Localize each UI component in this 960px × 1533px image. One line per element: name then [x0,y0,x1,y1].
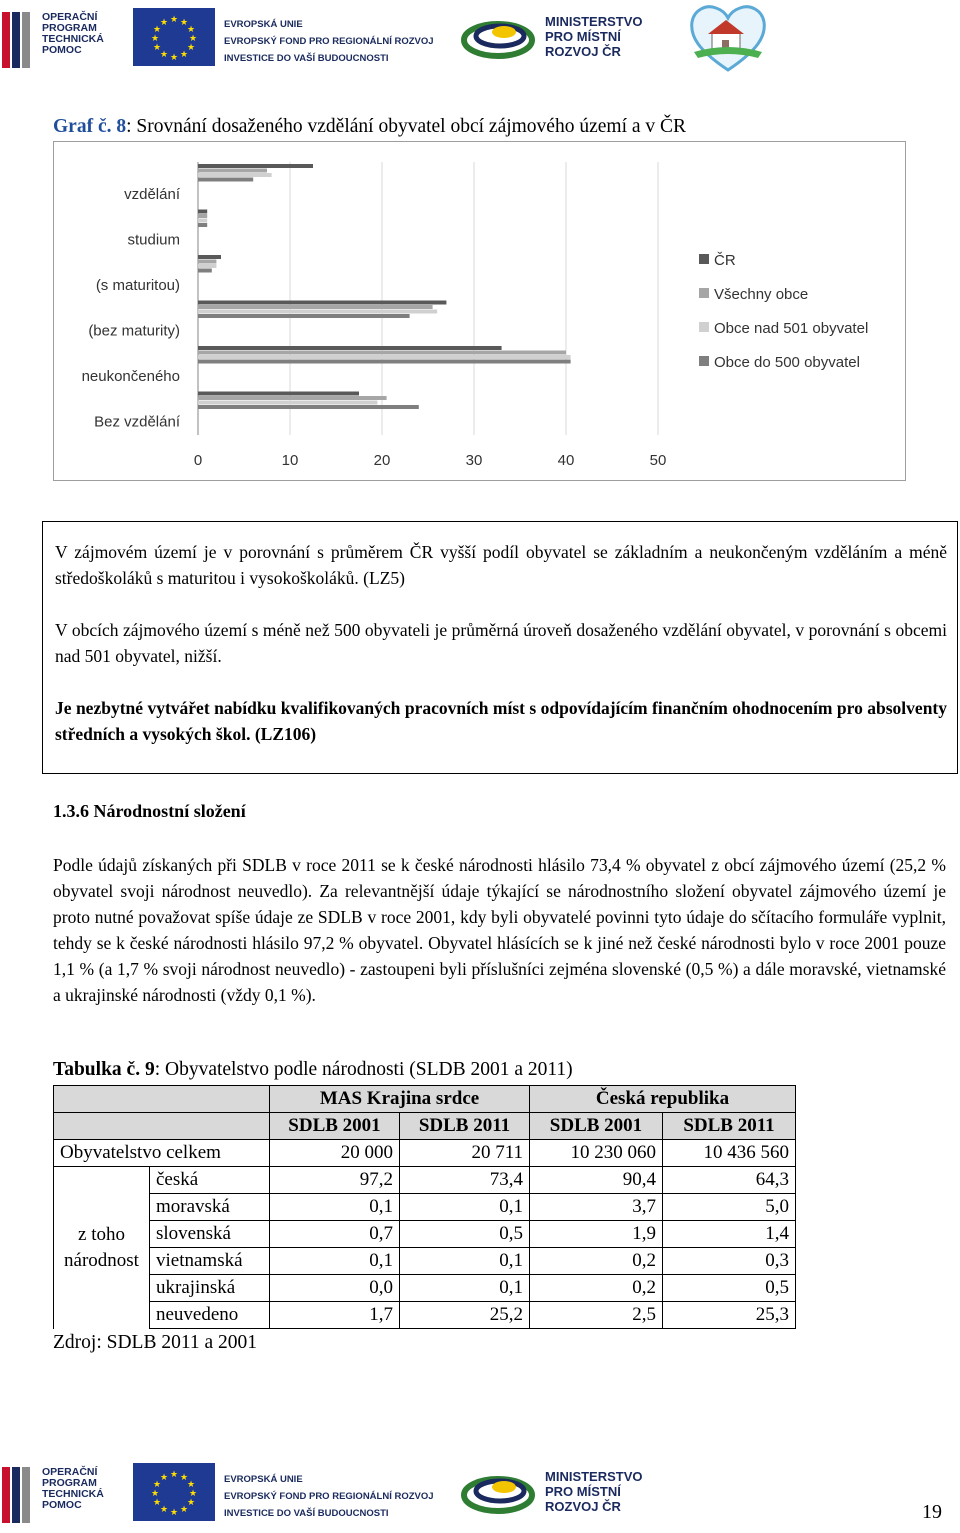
table-corner-cell [54,1086,270,1113]
eu-text-block [224,1471,434,1522]
svg-text:★: ★ [152,43,162,53]
table-cell: 0,1 [400,1194,530,1221]
ministry-swirl-icon [460,10,536,64]
chart-legend-label: Obce do 500 obyvatel [714,354,860,371]
summary-paragraph-2: V obcích zájmového území s méně než 500 obyvateli je průměrná úroveň dosaženého vzdělání obyvatel, v porovnání s obcemi nad 501 obyvatel, nižší. [55,620,947,666]
section-paragraph: Podle údajů získaných při SDLB v roce 2011 se k české národnosti hlásilo 73,4 % obyvatel z obcí zájmového území (25,2 % obyvatel svoji národnost neuvedlo). Za relevantnější údaje týkající se národnostního složení obyvatel zájmového území je proto nutné považovat spíše údaje ze SDLB v roce 2001, kdy byli obyvatelé povinni tyto údaje do sčítacího formuláře vyplnit, tehdy se k české národnosti hlásilo 97,2 % obyvatel. Obyvatel hlásících se k jiné než české národnosti bylo v roce 2001 pouze 1,1 % (a 1,7 % svoji národnost neuvedlo) - zastoupeni byli příslušníci zejména slovenské (0,5 %) a dále moravské, vietnamské a ukrajinské národnosti (vždy 0,1 %). [53,855,946,1005]
op-logo-line: OPERAČNÍ [42,11,98,23]
table-group-label-line: z toho [78,1223,125,1245]
svg-text:★: ★ [169,1508,179,1518]
svg-text:★: ★ [169,15,179,25]
table-row-label: slovenská [150,1221,270,1248]
svg-text:★: ★ [188,1489,198,1499]
table-row [54,1140,796,1167]
chart-bar [198,405,419,409]
summary-paragraph-1: V zájmovém území je v porovnání s průměrem ČR vyšší podíl obyvatel se základním a neukončeným vzděláním a méně středoškoláků s maturitou i vysokoškoláků. (LZ5) [55,542,947,588]
table-cell: 0,3 [663,1248,796,1275]
table-cell: 1,9 [530,1221,663,1248]
ministry-text-block [545,1469,643,1514]
eu-text-line: INVESTICE DO VAŠÍ BUDOUCNOSTI [224,53,389,64]
table-cell: 64,3 [663,1167,796,1194]
chart-caption-title: : Srovnání dosaženého vzdělání obyvatel obcí zájmového území a v ČR [126,116,687,137]
ministry-text-block [545,14,643,59]
ministry-text-line: ROZVOJ ČR [545,1499,621,1514]
chart-bar [198,264,216,268]
chart-legend-swatch [699,254,709,264]
op-logo-line: OPERAČNÍ [42,1466,98,1478]
eu-text-block [224,16,434,67]
ministry-text-line: ROZVOJ ČR [545,44,621,59]
svg-text:★: ★ [152,25,162,35]
table-column-header: SDLB 2001 [530,1113,663,1140]
chart-legend-swatch [699,322,709,332]
chart-category-label: studium [127,231,180,249]
table-cell: 73,4 [400,1167,530,1194]
ministry-text-line: PRO MÍSTNÍ [545,1484,621,1499]
table-cell: 25,2 [400,1302,530,1329]
table-row-label: vietnamská [150,1248,270,1275]
chart-bar [198,401,377,405]
table-column-header-row [54,1113,796,1140]
chart-bar [198,314,410,318]
table-group-header-row [54,1086,796,1113]
eu-text-line: EVROPSKÝ FOND PRO REGIONÁLNÍ ROZVOJ [224,1491,434,1502]
chart-x-tick-label: 50 [649,452,667,469]
svg-text:★: ★ [159,18,169,28]
chart-bar [198,392,359,396]
chart-bar [198,346,502,350]
table-row [54,1221,796,1248]
svg-text:★: ★ [188,34,198,44]
header-logo-bar [0,0,960,78]
op-stripes-icon [2,1467,34,1523]
chart-caption-label: Graf č. 8 [53,116,127,137]
table-cell: 10 436 560 [663,1140,796,1167]
chart-bar [198,178,253,182]
eu-flag-icon [133,8,215,66]
chart-x-tick-label: 30 [465,452,483,469]
table-caption-title: : Obyvatelstvo podle národnosti (SLDB 2001 a 2011) [154,1059,573,1080]
chart-legend-label: Všechny obce [714,286,809,303]
ministry-text-line: PRO MÍSTNÍ [545,29,621,44]
table-column-header: SDLB 2011 [400,1113,530,1140]
op-logo-line: PROGRAM [42,1477,97,1489]
eu-text-line: EVROPSKÁ UNIE [224,19,303,30]
table-cell: 1,4 [663,1221,796,1248]
page-number: 19 [922,1501,942,1523]
op-logo-line: TECHNICKÁ [42,1488,104,1500]
table-row [54,1302,796,1329]
chart-bar [198,351,566,355]
svg-text:★: ★ [186,43,196,53]
svg-text:★: ★ [152,1480,162,1490]
svg-text:★: ★ [186,1480,196,1490]
op-stripes-icon [2,12,34,68]
op-logo-line: PROGRAM [42,22,97,34]
chart-category-label: vzdělání [124,185,180,203]
nationality-table [53,1085,796,1329]
ministry-swirl-icon [460,1465,536,1519]
heart-house-logo-icon [688,2,768,74]
summary-paragraph-3: Je nezbytné vytvářet nabídku kvalifikovaných pracovních míst s odpovídajícím finančním ohodnocením pro absolventy středních a vysokých škol. (LZ106) [55,698,947,744]
chart-bar [198,260,216,264]
svg-text:★: ★ [169,1470,179,1480]
chart-legend-label: Obce nad 501 obyvatel [714,320,869,337]
table-caption [53,1059,573,1081]
chart-x-tick-label: 40 [557,452,575,469]
table-cell: 1,7 [270,1302,400,1329]
chart-bar [198,360,571,364]
section-heading [53,801,246,822]
footer-logo-bar [0,1455,960,1533]
svg-text:★: ★ [150,34,160,44]
svg-text:★: ★ [159,1473,169,1483]
chart-bar [198,301,446,305]
ministry-text-line: MINISTERSTVO [545,1469,643,1484]
chart-bar [198,305,433,309]
eu-text-line: INVESTICE DO VAŠÍ BUDOUCNOSTI [224,1508,389,1519]
table-row [54,1194,796,1221]
table-cell: 0,1 [270,1248,400,1275]
chart-bar [198,223,207,227]
ministry-text-line: MINISTERSTVO [545,14,643,29]
table-row-label: neuvedeno [150,1302,270,1329]
table-corner-cell [54,1113,270,1140]
table-row-label: česká [150,1167,270,1194]
svg-text:★: ★ [152,1498,162,1508]
table-cell: 0,5 [663,1275,796,1302]
eu-flag-icon [133,1463,215,1521]
table-caption-label: Tabulka č. 9 [53,1059,155,1080]
chart-bar [198,210,207,214]
op-logo-line: TECHNICKÁ [42,33,104,45]
chart-category-label: (s maturitou) [95,276,180,294]
table-row [54,1275,796,1302]
table-column-header: SDLB 2001 [270,1113,400,1140]
chart-legend-label: ČR [714,252,736,269]
table-cell: 2,5 [530,1302,663,1329]
chart-caption [53,116,686,138]
chart-legend-swatch [699,288,709,298]
chart-x-tick-label: 0 [193,452,203,469]
svg-text:★: ★ [186,1498,196,1508]
chart-bar [198,173,272,177]
chart-bar [198,164,313,168]
table-cell: 0,2 [530,1275,663,1302]
chart-bar [198,214,207,218]
svg-text:★: ★ [186,25,196,35]
table-cell: 0,2 [530,1248,663,1275]
table-cell: 0,1 [400,1248,530,1275]
table-group-header: Česká republika [530,1086,796,1113]
chart-category-label: neukončeného [81,367,180,385]
table-column-header: SDLB 2011 [663,1113,796,1140]
svg-text:★: ★ [179,1473,189,1483]
chart-bar [198,310,437,314]
op-logo-line: POMOC [42,44,82,56]
table-cell: 0,7 [270,1221,400,1248]
table-cell: 0,1 [400,1275,530,1302]
table-group-label-line: národnost [64,1249,139,1271]
section-number: 1.3.6 [53,801,89,821]
table-cell: 0,0 [270,1275,400,1302]
table-cell: 0,1 [270,1194,400,1221]
summary-box [42,521,958,774]
svg-text:★: ★ [169,53,179,63]
table-row-label: ukrajinská [150,1275,270,1302]
op-logo-line: POMOC [42,1499,82,1511]
svg-text:★: ★ [159,50,169,60]
svg-text:★: ★ [179,1505,189,1515]
education-chart [53,141,906,481]
chart-bar [198,169,267,173]
table-row-label: moravská [150,1194,270,1221]
chart-legend-swatch [699,356,709,366]
chart-category-label: Bez vzdělání [94,413,180,431]
table-cell: 90,4 [530,1167,663,1194]
svg-text:★: ★ [179,18,189,28]
table-cell: 25,3 [663,1302,796,1329]
eu-text-line: EVROPSKÁ UNIE [224,1474,303,1485]
chart-bar [198,255,221,259]
chart-bar [198,219,207,223]
chart-bar [198,396,387,400]
chart-bar [198,355,571,359]
table-cell: 20 000 [270,1140,400,1167]
chart-x-tick-label: 10 [281,452,299,469]
eu-text-line: EVROPSKÝ FOND PRO REGIONÁLNÍ ROZVOJ [224,36,434,47]
table-row-label: Obyvatelstvo celkem [54,1140,270,1167]
chart-category-label: (bez maturity) [88,322,180,340]
svg-text:★: ★ [179,50,189,60]
table-row [54,1248,796,1275]
table-cell: 0,5 [400,1221,530,1248]
chart-bar [198,269,212,273]
section-title: Národnostní složení [89,801,246,821]
table-row [54,1167,796,1194]
table-cell: 3,7 [530,1194,663,1221]
svg-text:★: ★ [159,1505,169,1515]
education-chart-svg [54,142,907,482]
svg-text:★: ★ [150,1489,160,1499]
table-cell: 5,0 [663,1194,796,1221]
table-source: Zdroj: SDLB 2011 a 2001 [53,1332,258,1353]
table-cell: 97,2 [270,1167,400,1194]
chart-x-tick-label: 20 [373,452,391,469]
table-cell: 10 230 060 [530,1140,663,1167]
table-group-header: MAS Krajina srdce [270,1086,530,1113]
table-group-label [54,1167,150,1329]
table-cell: 20 711 [400,1140,530,1167]
